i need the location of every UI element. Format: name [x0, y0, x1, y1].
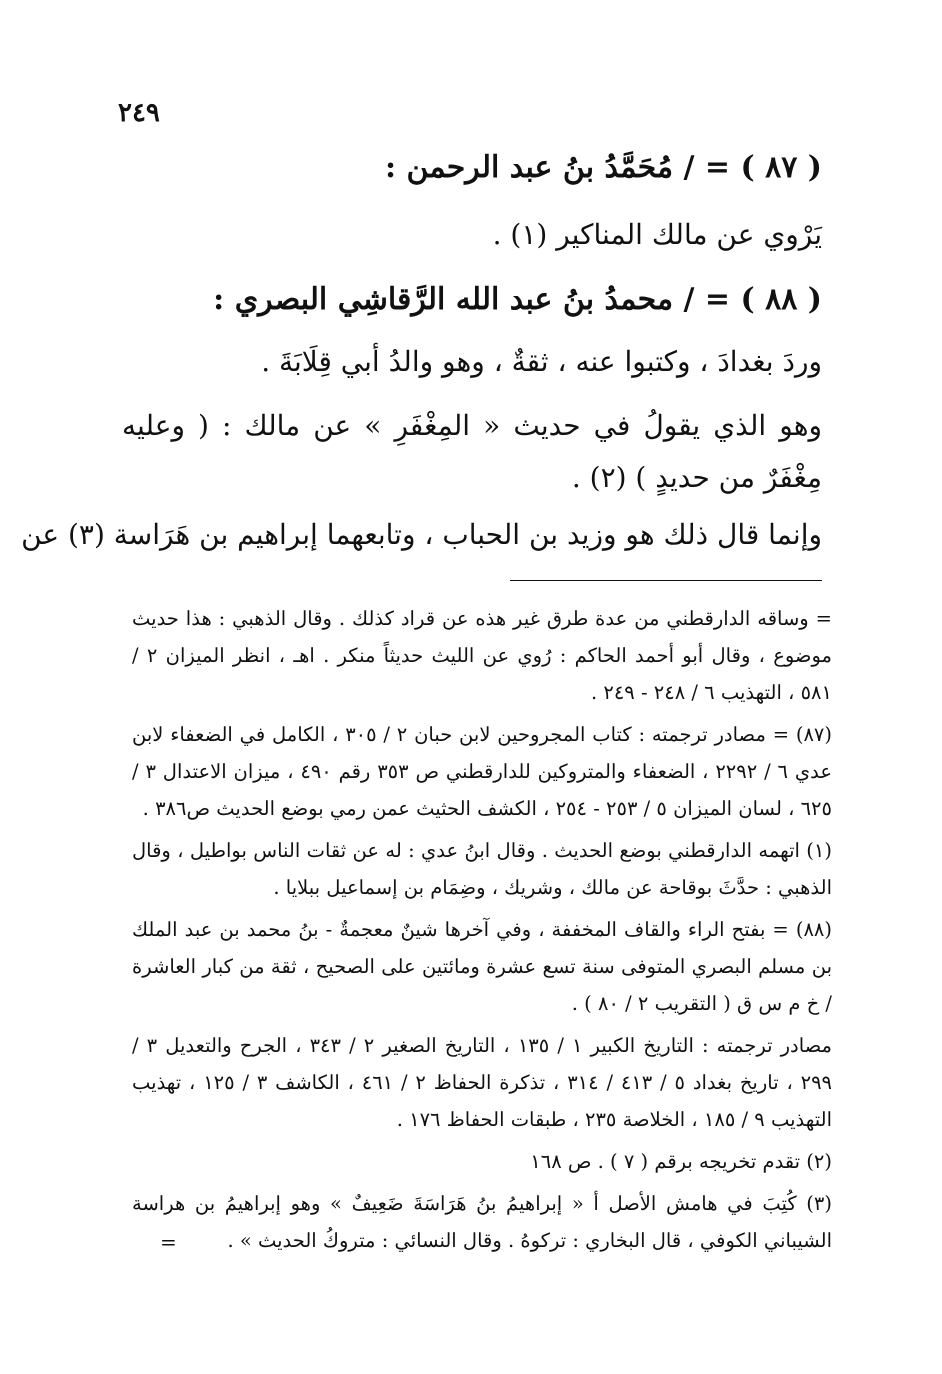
footnote-88-sources: مصادر ترجمته : التاريخ الكبير ١ / ١٣٥ ، التاريخ الصغير ٢ / ٣٤٣ ، الجرح والتعديل ٣ / ٢٩٩ ، تاريخ بغداد ٥ / ٤١٣ / ٣١٤ ، تذكرة الحفاظ ٢ / ٤٦١ ، الكاشف ٣ / ١٢٥ ، تهذيب التهذيب ٩ / ١٨٥ ، الخلاصة ٢٣٥ ، طبقات الحفاظ ١٧٦ .: [132, 1034, 833, 1131]
footnote-88: (٨٨) = بفتح الراء والقاف المخففة ، وفي آخرها شينٌ معجمةٌ - بنُ محمد بن عبد الملك بن مسلم البصري المتوفى سنة تسع عشرة ومائتين على الصحيح ، ثقة من كبار العاشرة / خ م س ق ( التقريب ٢ / ٨٠ ) .: [132, 918, 832, 1015]
footnote-continued: = وساقه الدارقطني من عدة طرق غير هذه عن قراد كذلك . وقال الذهبي : هذا حديث موضوع ، وقال أبو أحمد الحاكم : رُوي عن الليث حديثاً منكر . اهـ ، انظر الميزان ٢ / ٥٨١ ، التهذيب ٦ / ٢٤٨ - ٢٤٩ .: [132, 607, 832, 704]
entry-88-line-3: وإنما قال ذلك هو وزيد بن الحباب ، وتابعهما إبراهيم بن هَرَاسة (٣) عن: [21, 518, 822, 551]
page-number: ٢٤٩: [118, 98, 160, 128]
footnote-divider: [510, 580, 822, 581]
continuation-mark: =: [160, 1230, 177, 1254]
entry-87-text: يَرْوي عن مالك المناكير (١) .: [492, 218, 822, 251]
footnote-87: (٨٧) = مصادر ترجمته : كتاب المجروحين لابن حبان ٢ / ٣٠٥ ، الكامل في الضعفاء لابن عدي ٦ / ٢٢٩٢ ، الضعفاء والمتروكين للدارقطني ص ٣٥٣ رقم ٤٩٠ ، ميزان الاعتدال ٣ / ٦٢٥ ، لسان الميزان ٥ / ٢٥٣ - ٢٥٤ ، الكشف الحثيث عمن رمي بوضع الحديث ص٣٨٦ .: [132, 723, 833, 820]
entry-88-paragraph: وهو الذي يقولُ في حديث « المِغْفَرِ » عن مالك : ( وعليه مِغْفَرٌ من حديدٍ ) (٢) .: [122, 409, 822, 494]
footnote-1: (١) اتهمه الدارقطني بوضع الحديث . وقال ابنُ عدي : له عن ثقات الناس بواطيل ، وقال الذهبي : حدَّثَ بوقاحة عن مالك ، وشريك ، وضِمَام بن إسماعيل ببلايا .: [132, 839, 832, 899]
entry-88-line-1: وردَ بغدادَ ، وكتبوا عنه ، ثقةٌ ، وهو والدُ أبي قِلَابَةَ .: [261, 345, 822, 378]
entry-88-heading: ( ٨٨ ) = / محمدُ بنُ عبد الله الرَّقاشِي البصري :: [213, 282, 822, 317]
footnote-3: (٣) كُتِبَ في هامش الأصل أ « إبراهيمُ بنُ هَرَاسَةَ ضَعِيفٌ » وهو إبراهيمُ بن هراسة الشيباني الكوفي ، قال البخاري : تركوهُ . وقال النسائي : متروكُ الحديث » .: [132, 1192, 832, 1252]
entry-87-heading: ( ٨٧ ) = / مُحَمَّدُ بنُ عبد الرحمن :: [385, 150, 822, 185]
footnote-2: (٢) تقدم تخريجه برقم ( ٧ ) . ص ١٦٨: [530, 1150, 832, 1173]
footnotes-section: [132, 600, 832, 1264]
